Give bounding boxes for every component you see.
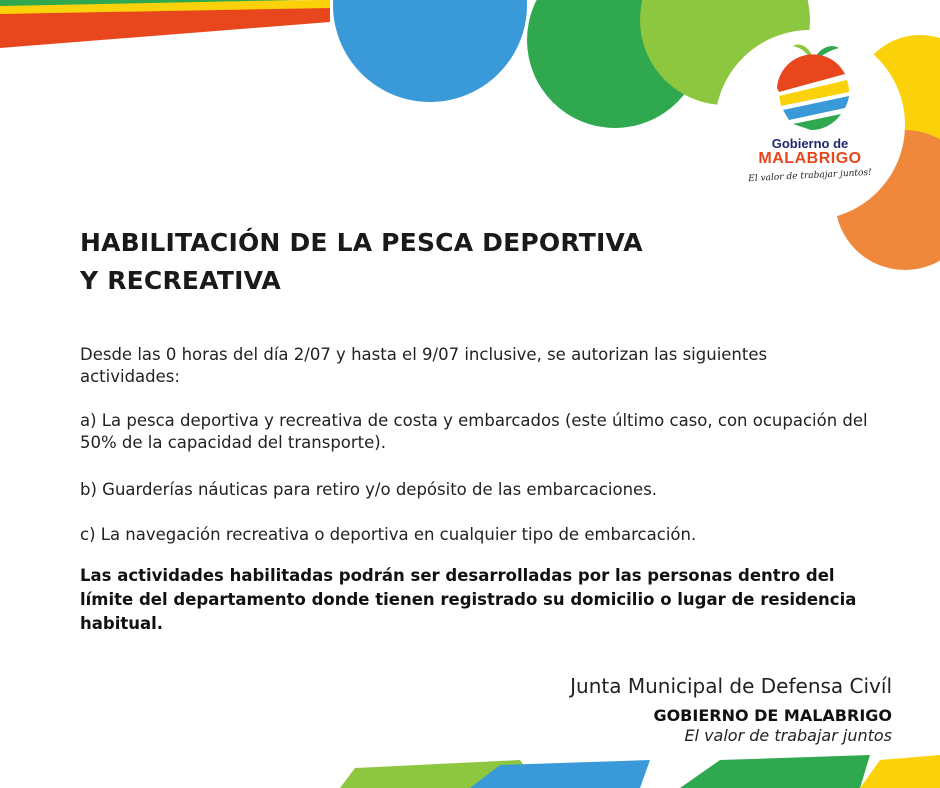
item-b: b) Guarderías náuticas para retiro y/o depósito de las embarcaciones. — [80, 480, 658, 499]
title-line2: Y RECREATIVA — [80, 266, 281, 295]
bold-note: Las actividades habilitadas podrán ser desarrolladas por las personas dentro del límite del departamento donde tienen registrado su domicilio o lugar de residencia habitual. — [80, 566, 857, 633]
logo-line2: MALABRIGO — [758, 150, 862, 167]
logo-tagline: El valor de trabajar juntos! — [748, 167, 872, 185]
item-c: c) La navegación recreativa o deportiva en cualquier tipo de embarcación. — [80, 525, 697, 544]
gobierno-logo — [740, 40, 880, 190]
title-line1: HABILITACIÓN DE LA PESCA DEPORTIVA — [80, 228, 643, 257]
blue-circle — [333, 0, 527, 102]
logo-line1: Gobierno de — [771, 136, 849, 151]
bottom-yellow — [860, 755, 940, 788]
fruit-logo-icon — [765, 40, 855, 135]
page-title — [80, 224, 643, 300]
signature-line1: Junta Municipal de Defensa Civíl — [570, 674, 892, 698]
signature-line2: GOBIERNO DE MALABRIGO — [653, 706, 892, 725]
signature-line3: El valor de trabajar juntos — [684, 726, 892, 745]
bottom-green — [680, 755, 870, 788]
intro-text: Desde las 0 horas del día 2/07 y hasta el 9/07 inclusive, se autorizan las siguientes actividades: — [80, 345, 768, 386]
item-a: a) La pesca deportiva y recreativa de costa y embarcados (este último caso, con ocupación del 50% de la capacidad del transporte). — [80, 411, 868, 452]
